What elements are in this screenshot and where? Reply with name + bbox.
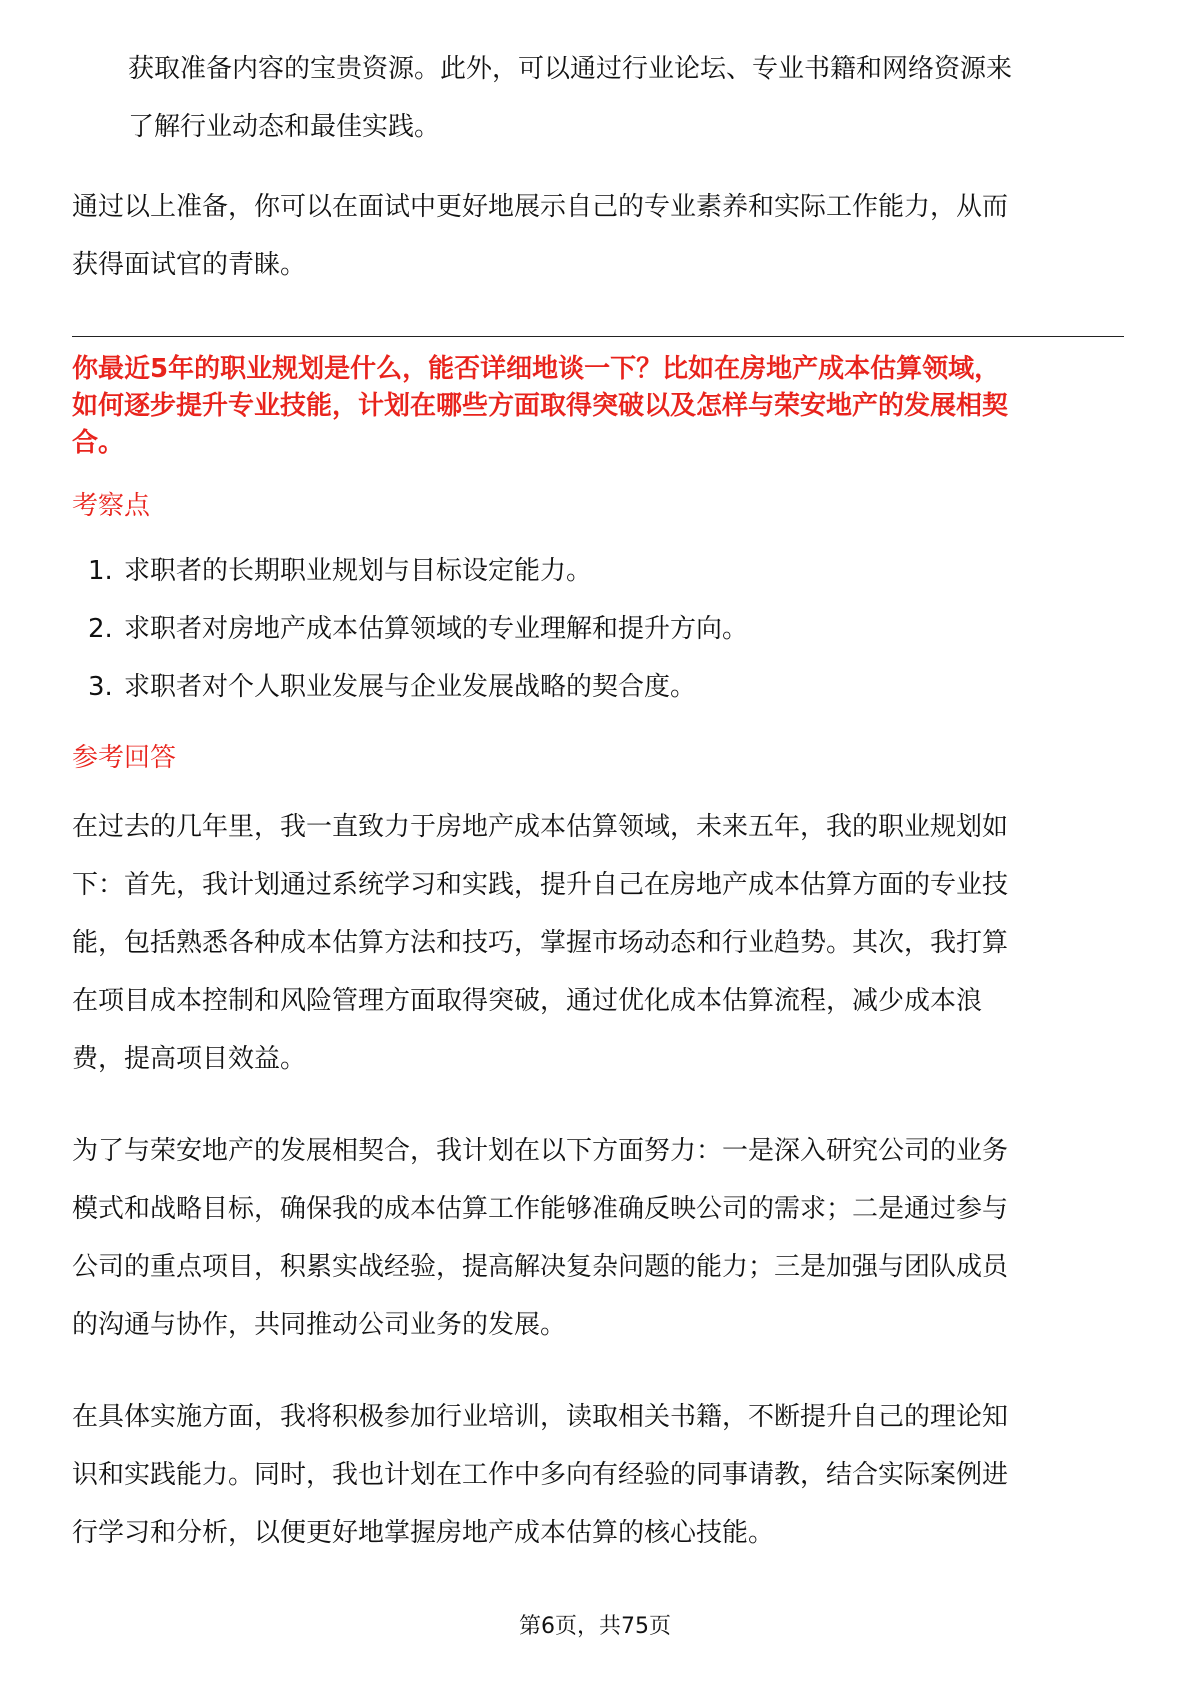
list-text: 求职者对房地产成本估算领域的专业理解和提升方向。 [124, 614, 749, 644]
text-line: 在过去的几年里，我一直致力于房地产成本估算领域，未来五年，我的职业规划如 [72, 812, 1009, 842]
list-item [72, 600, 1124, 658]
text-line: 在项目成本控制和风险管理方面取得突破，通过优化成本估算流程，减少成本浪 [72, 986, 983, 1016]
text-line: 了解行业动态和最佳实践。 [128, 112, 441, 142]
question-line: 如何逐步提升专业技能，计划在哪些方面取得突破以及怎样与荣安地产的发展相契 [72, 391, 1009, 421]
question-line: 你最近5年的职业规划是什么，能否详细地谈一下？比如在房地产成本估算领域， [72, 354, 1001, 384]
page-content [72, 40, 1124, 1562]
text-line: 行学习和分析，以便更好地掌握房地产成本估算的核心技能。 [72, 1518, 775, 1548]
answer-heading: 参考回答 [72, 743, 177, 773]
list-text: 求职者对个人职业发展与企业发展战略的契合度。 [124, 672, 697, 702]
text-line: 的沟通与协作，共同推动公司业务的发展。 [72, 1310, 567, 1340]
list-number: 2. [88, 614, 113, 644]
page-number: 第6页，共75页 [519, 1614, 671, 1639]
answer-paragraph [72, 1122, 1124, 1354]
assessment-list [72, 542, 1124, 716]
answer-paragraph [72, 1388, 1124, 1562]
question-line: 合。 [72, 428, 125, 458]
text-line: 模式和战略目标，确保我的成本估算工作能够准确反映公司的需求；二是通过参与 [72, 1194, 1009, 1224]
text-line: 费，提高项目效益。 [72, 1044, 307, 1074]
assessment-heading: 考察点 [72, 491, 151, 521]
text-line: 能，包括熟悉各种成本估算方法和技巧，掌握市场动态和行业趋势。其次，我打算 [72, 928, 1009, 958]
text-line: 下：首先，我计划通过系统学习和实践，提升自己在房地产成本估算方面的专业技 [72, 870, 1009, 900]
text-line: 识和实践能力。同时，我也计划在工作中多向有经验的同事请教，结合实际案例进 [72, 1460, 1009, 1490]
interview-question [72, 351, 1124, 462]
text-line: 在具体实施方面，我将积极参加行业培训，读取相关书籍，不断提升自己的理论知 [72, 1402, 1009, 1432]
list-item [72, 542, 1124, 600]
text-line: 获取准备内容的宝贵资源。此外，可以通过行业论坛、专业书籍和网络资源来 [128, 54, 1013, 84]
text-line: 通过以上准备，你可以在面试中更好地展示自己的专业素养和实际工作能力，从而 [72, 192, 1009, 222]
text-line: 获得面试官的青睐。 [72, 250, 307, 280]
text-line: 为了与荣安地产的发展相契合，我计划在以下方面努力：一是深入研究公司的业务 [72, 1136, 1009, 1166]
list-text: 求职者的长期职业规划与目标设定能力。 [124, 556, 593, 586]
intro-continuation [72, 40, 1124, 156]
closing-paragraph [72, 178, 1124, 294]
answer-paragraph [72, 798, 1124, 1088]
list-item [72, 658, 1124, 716]
list-number: 3. [88, 672, 113, 702]
list-number: 1. [88, 556, 113, 586]
text-line: 公司的重点项目，积累实战经验，提高解决复杂问题的能力；三是加强与团队成员 [72, 1252, 1009, 1282]
